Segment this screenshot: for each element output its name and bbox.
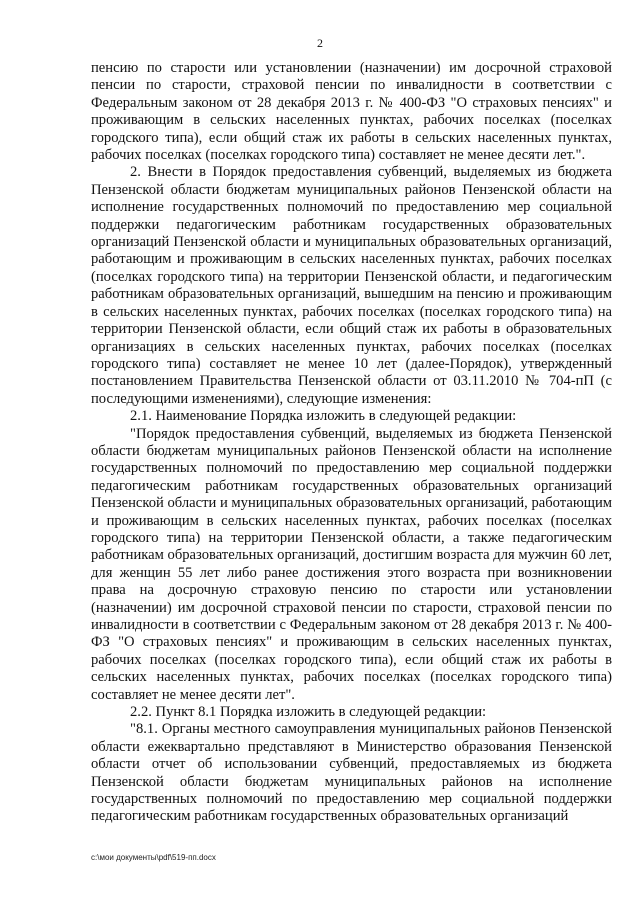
- paragraph-4: "Порядок предоставления субвенций, выделяемых из бюджета Пензенской области бюджетам муниципальных районов Пензенской области на исполнение государственных полномочий по предоставлению мер социальной поддержки педагогическим работникам государственных образовательных организаций Пензенской области и муниципальных образовательных организаций, работающим и проживающим в сельских населенных пунктах, рабочих поселках (поселках городского типа) на территории Пензенской области, а также педагогическим работникам образовательных организаций, достигшим возраста для мужчин 60 лет, для женщин 55 лет либо ранее достижения этого возраста при возникновении права на досрочную страховую пенсию по старости или установлении (назначении) им досрочной страховой пенсии по старости, страховой пенсии по инвалидности в соответствии с Федеральным законом от 28 декабря 2013 г. № 400-ФЗ "О страховых пенсиях" и проживающим в сельских населенных пунктах, рабочих поселках (поселках городского типа), если общий стаж их работы в сельских населенных пунктах, рабочих поселках (поселках городского типа) составляет не менее десяти лет".: [91, 425, 612, 703]
- footer-file-path: c:\мои документы\pdf\519-пп.docx: [91, 853, 216, 862]
- page-number: 2: [317, 36, 323, 50]
- document-body: [91, 60, 612, 826]
- paragraph-3: 2.1. Наименование Порядка изложить в следующей редакции:: [130, 408, 517, 425]
- paragraph-5: 2.2. Пункт 8.1 Порядка изложить в следующей редакции:: [130, 704, 487, 721]
- paragraph-1: пенсию по старости или установлении (назначении) им досрочной страховой пенсии по старости, страховой пенсии по инвалидности в соответствии с Федеральным законом от 28 декабря 2013 г. № 400-ФЗ "О страховых пенсиях" и проживающим в сельских населенных пунктах, рабочих поселках (поселках городского типа), если общий стаж их работы в сельских населенных пунктах, рабочих поселках (поселках городского типа) составляет не менее десяти лет.".: [91, 60, 612, 164]
- paragraph-2: 2. Внести в Порядок предоставления субвенций, выделяемых из бюджета Пензенской области бюджетам муниципальных районов Пензенской области на исполнение государственных полномочий по предоставлению мер социальной поддержки педагогическим работникам государственных образовательных организаций Пензенской области и муниципальных образовательных организаций, работающим и проживающим в сельских населенных пунктах, рабочих поселках (поселках городского типа) на территории Пензенской области, и педагогическим работникам образовательных организаций, вышедшим на пенсию и проживающим в сельских населенных пунктах, рабочих поселках (поселках городского типа) на территории Пензенской области, если общий стаж их работы в образовательных организациях в сельских населенных пунктах, рабочих поселках (поселках городского типа) составляет не менее 10 лет (далее-Порядок), утвержденный постановлением Правительства Пензенской области от 03.11.2010 № 704-пП (с последующими изменениями), следующие изменения:: [91, 164, 612, 407]
- paragraph-6: "8.1. Органы местного самоуправления муниципальных районов Пензенской области ежеквартально представляют в Министерство образования Пензенской области отчет об использовании субвенций, предоставляемых из бюджета Пензенской области бюджетам муниципальных районов на исполнение государственных полномочий по предоставлению мер социальной поддержки педагогическим работникам государственных образовательных организаций: [91, 721, 612, 825]
